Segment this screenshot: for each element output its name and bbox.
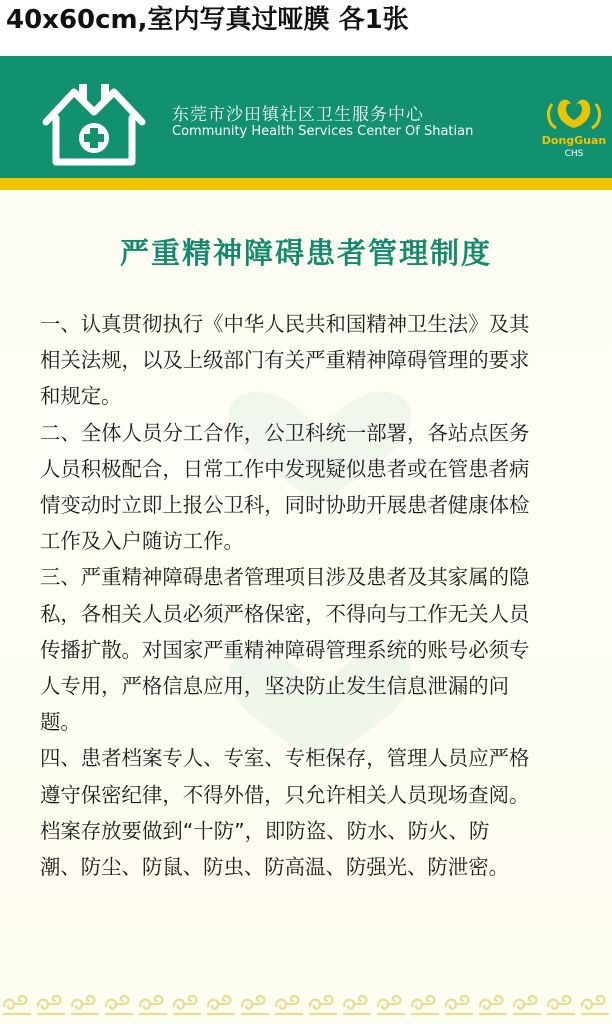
body-line: 情变动时立即上报公卫科，同时协助开展患者健康体检 bbox=[40, 493, 530, 518]
poster-board bbox=[0, 56, 612, 1024]
gold-divider-stripe bbox=[0, 178, 612, 190]
body-line: 档案存放要做到“十防”，即防盗、防水、防火、防 bbox=[40, 818, 490, 843]
body-line: 人专用，严格信息应用，坚决防止发生信息泄漏的问 bbox=[40, 674, 509, 699]
regulation-body bbox=[40, 306, 600, 885]
body-line: 潮、防尘、防鼠、防虫、防高温、防强光、防泄密。 bbox=[40, 855, 509, 880]
print-spec-caption: 40x60cm,室内写真过哑膜 各1张 bbox=[0, 0, 612, 56]
body-line: 一、认真贯彻执行《中华人民共和国精神卫生法》及其 bbox=[40, 312, 530, 336]
brand-word: DongGuan bbox=[542, 134, 606, 147]
document-title: 严重精神障碍患者管理制度 bbox=[119, 236, 492, 270]
header-banner bbox=[0, 56, 612, 178]
body-line: 四、患者档案专人、专室、专柜保存，管理人员应严格 bbox=[40, 746, 530, 771]
body-line: 相关法规，以及上级部门有关严重精神障碍管理的要求 bbox=[40, 348, 530, 373]
body-line: 遵守保密纪律，不得外借，只允许相关人员现场查阅。 bbox=[40, 782, 530, 807]
organization-name-english: Community Health Services Center Of Shatian bbox=[172, 124, 474, 139]
body-line: 和规定。 bbox=[40, 384, 122, 409]
dongguan-chs-logo bbox=[542, 90, 606, 164]
body-line: 工作及入户随访工作。 bbox=[40, 529, 244, 554]
decorative-cloud-border bbox=[0, 986, 612, 1024]
body-line: 人员积极配合，日常工作中发现疑似患者或在管患者病 bbox=[40, 456, 530, 481]
body-line: 二、全体人员分工合作，公卫科统一部署，各站点医务 bbox=[40, 420, 530, 445]
organization-name-chinese: 东莞市沙田镇社区卫生服务中心 bbox=[172, 105, 424, 125]
house-cross-logo-icon bbox=[38, 78, 150, 170]
body-line: 传播扩散。对国家严重精神障碍管理系统的账号必须专 bbox=[40, 637, 530, 662]
body-line: 私，各相关人员必须严格保密，不得向与工作无关人员 bbox=[40, 601, 530, 626]
body-line: 题。 bbox=[40, 710, 81, 735]
brand-sub: CHS bbox=[564, 149, 584, 159]
body-line: 三、严重精神障碍患者管理项目涉及患者及其家属的隐 bbox=[40, 565, 530, 590]
